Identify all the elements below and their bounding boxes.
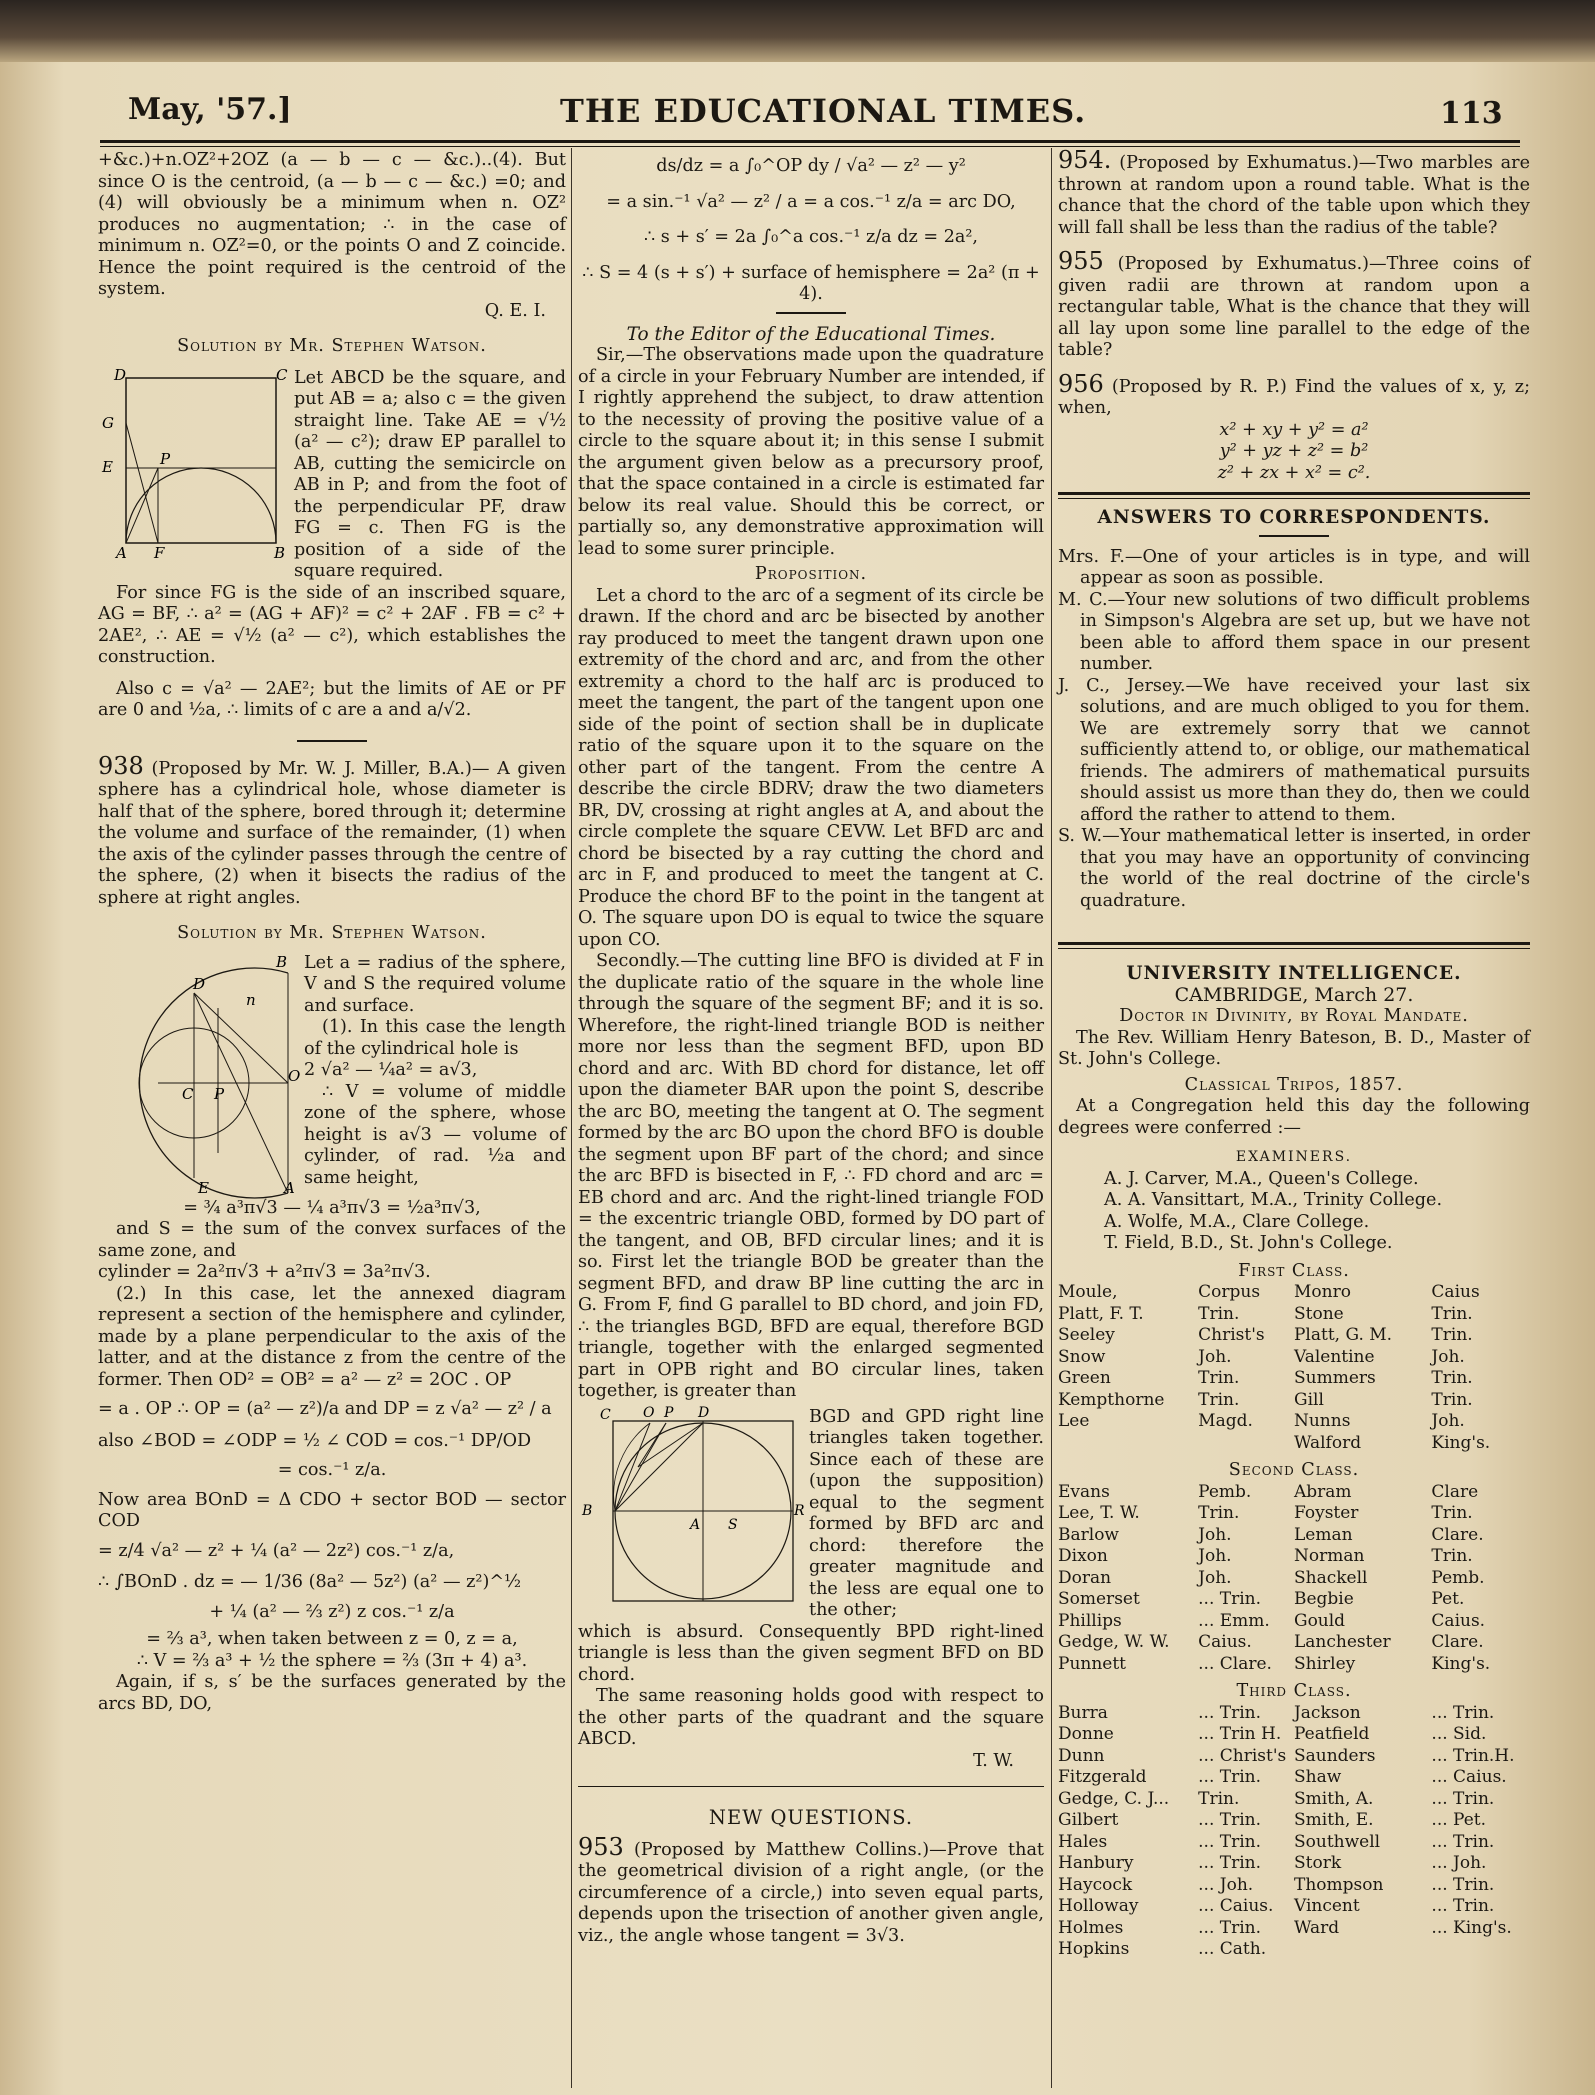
name-cell: Lee, T. W.	[1058, 1503, 1140, 1523]
table-row	[1058, 1939, 1530, 1961]
name-cell: Haycock	[1058, 1874, 1133, 1895]
college-cell: ... Caius.	[1431, 1767, 1507, 1787]
name-cell: Norman	[1293, 1546, 1365, 1566]
name-cell: Doran	[1058, 1567, 1112, 1588]
name-cell: Dunn	[1058, 1745, 1105, 1766]
name-cell: Gould	[1293, 1610, 1346, 1631]
name-cell: Smith, A.	[1293, 1788, 1374, 1809]
solution-2-paragraph-5: Now area BOnD = Δ CDO + sector BOD — sector COD	[98, 1489, 566, 1531]
fig2-label: E	[198, 1178, 209, 1197]
name-cell: Saunders	[1293, 1745, 1376, 1766]
fig2-label: P	[214, 1084, 225, 1103]
column-1	[98, 150, 566, 2085]
table-row	[1058, 1724, 1530, 1746]
name-cell: Shaw	[1293, 1767, 1342, 1787]
solution-2-equation-7: = z/4 √a² — z² + ¼ (a² — 2z²) cos.⁻¹ z/a,	[98, 1540, 455, 1561]
solution-2-equation-6: = cos.⁻¹ z/a.	[277, 1460, 387, 1480]
college-cell: Trin.	[1198, 1368, 1240, 1388]
name-cell: Monro	[1293, 1282, 1351, 1302]
name-cell: Holmes	[1058, 1917, 1124, 1938]
table-row	[1058, 1304, 1530, 1326]
table-row	[1058, 1368, 1530, 1390]
name-cell: Burra	[1058, 1702, 1108, 1723]
column-3	[1058, 146, 1530, 2085]
cambridge-dateline: CAMBRIDGE, March 27.	[1174, 983, 1414, 1006]
solution-2-text: Let a = radius of the sphere, V and S the required volume and surface.	[304, 952, 566, 1016]
college-cell: Corpus	[1198, 1282, 1261, 1302]
college-cell: Trin.	[1431, 1503, 1473, 1523]
fig3-label: C	[600, 1406, 611, 1423]
college-cell: Trin.	[1198, 1303, 1240, 1324]
header-title: THE EDUCATIONAL TIMES.	[560, 92, 1087, 130]
name-cell: Gedge, W. W.	[1058, 1632, 1170, 1652]
name-cell: Kempthorne	[1058, 1389, 1165, 1410]
first-class-heading: First Class.	[1238, 1260, 1350, 1281]
name-cell: Seeley	[1058, 1325, 1115, 1345]
name-cell: Hopkins	[1058, 1939, 1130, 1959]
doctor-divinity-text: The Rev. William Henry Bateson, B. D., Master of St. John's College.	[1058, 1027, 1530, 1069]
proposition-paragraph-4: which is absurd. Consequently BPD right-lined triangle is less than the given segment BFD on BD chord.	[578, 1621, 1044, 1685]
college-cell: ... Trin.	[1198, 1917, 1262, 1938]
examiner-name: A. Wolfe, M.A., Clare College.	[1104, 1211, 1370, 1232]
college-cell: ... Emm.	[1198, 1610, 1270, 1631]
name-cell: Gilbert	[1058, 1810, 1119, 1830]
question-955-number: 955	[1058, 247, 1104, 275]
college-cell: ... Trin.	[1431, 1874, 1495, 1895]
college-cell: ... Trin.	[1198, 1702, 1262, 1723]
fig2-label: D	[193, 974, 206, 993]
second-class-heading: Second Class.	[1228, 1460, 1360, 1480]
name-cell: Green	[1058, 1368, 1111, 1388]
college-cell: ... Trin.	[1431, 1702, 1495, 1723]
solution-heading-1: Solution by Mr. Stephen Watson.	[177, 336, 487, 356]
table-row	[1058, 1746, 1530, 1768]
answer-item: Mrs. F.—One of your articles is in type, and will appear as soon as possible.	[1058, 546, 1530, 588]
circle-square-figure	[578, 1404, 805, 1607]
college-cell: ... Christ's	[1198, 1745, 1287, 1766]
college-cell: Trin.	[1431, 1303, 1473, 1324]
separator-rule	[1259, 535, 1329, 537]
college-cell: Trin.	[1198, 1788, 1240, 1809]
integral-equation-1: ds/dz = a ∫₀^OP dy / √a² — z² — y²	[656, 156, 966, 176]
name-cell: Hales	[1058, 1831, 1108, 1852]
name-cell: Shirley	[1293, 1653, 1356, 1674]
college-cell: ... Trin.	[1198, 1810, 1262, 1830]
name-cell: Evans	[1058, 1481, 1110, 1502]
name-cell: Snow	[1058, 1346, 1106, 1367]
college-cell: Trin.	[1431, 1368, 1473, 1388]
fig1-label: E	[102, 457, 113, 476]
tripos-heading: Classical Tripos, 1857.	[1184, 1074, 1404, 1095]
answer-item: M. C.—Your new solutions of two difficult problems in Simpson's Algebra are set up, but we have not been able to afford them space in our present number.	[1058, 589, 1530, 674]
college-cell: ... Trin H.	[1198, 1724, 1282, 1744]
college-cell: Caius.	[1198, 1632, 1252, 1652]
fig1-label: G	[102, 413, 114, 432]
college-cell: Trin.	[1198, 1503, 1240, 1523]
name-cell: Platt, G. M.	[1293, 1325, 1393, 1345]
question-956-number: 956	[1058, 369, 1104, 398]
table-row	[1058, 1918, 1530, 1940]
second-class-table	[1058, 1482, 1530, 1676]
name-cell: Shackell	[1293, 1567, 1368, 1588]
table-row	[1058, 1390, 1530, 1412]
question-955-text: (Proposed by Exhumatus.)—Three coins of given radii are thrown at random upon a rectangular table, What is the chance that they will all lay upon some line parallel to the edge of the table?	[1058, 254, 1530, 360]
college-cell: ... Trin.	[1431, 1896, 1495, 1916]
third-class-table	[1058, 1703, 1530, 1961]
table-row	[1058, 1482, 1530, 1504]
college-cell: King's.	[1431, 1653, 1491, 1674]
college-cell: Joh.	[1431, 1411, 1465, 1431]
header-page-number: 113	[1440, 96, 1503, 131]
table-row	[1058, 1325, 1530, 1347]
college-cell: ... Trin.	[1198, 1767, 1262, 1787]
name-cell: Hanbury	[1058, 1853, 1134, 1873]
university-heading: UNIVERSITY INTELLIGENCE.	[1126, 963, 1462, 984]
solution-2-equation-8: ∴ ∫BOnD . dz = — 1/36 (8a² — 5z²) (a² — z²)^½	[98, 1572, 522, 1592]
header-rule	[100, 140, 1520, 143]
fig1-label: D	[114, 365, 127, 384]
separator-rule	[776, 312, 846, 314]
column-divider-1	[571, 148, 572, 2088]
proposition-heading: Proposition.	[754, 564, 868, 584]
table-row	[1058, 1611, 1530, 1633]
college-cell: ... Trin.	[1198, 1589, 1262, 1609]
solution-2-equation-5: also ∠BOD = ∠ODP = ½ ∠ COD = cos.⁻¹ DP/OD	[98, 1430, 532, 1451]
college-cell: Pet.	[1431, 1589, 1465, 1609]
college-cell: Trin.	[1431, 1389, 1473, 1410]
solution-2-equation-9: + ¼ (a² — ⅔ z²) z cos.⁻¹ z/a	[209, 1601, 455, 1622]
table-row	[1058, 1810, 1530, 1832]
solution-2-paragraph-4: (2.) In this case, let the annexed diagram represent a section of the hemisphere and cylinder, made by a plane perpendicular to the axis of the latter, and at the distance z from the centre of the former. Then OD² = OB² = a² — z² = 2OC . OP	[98, 1283, 566, 1390]
name-cell: Thompson	[1293, 1874, 1384, 1895]
solution-heading-2: Solution by Mr. Stephen Watson.	[177, 923, 487, 943]
examiner-name: A. J. Carver, M.A., Queen's College.	[1104, 1168, 1419, 1189]
name-cell: Lee	[1058, 1411, 1090, 1431]
fig3-label: S	[728, 1516, 738, 1533]
table-row	[1058, 1896, 1530, 1918]
name-cell: Phillips	[1058, 1610, 1122, 1631]
header-date: May, '57.]	[128, 92, 292, 127]
college-cell: Joh.	[1198, 1546, 1232, 1566]
college-cell: Trin.	[1431, 1325, 1473, 1345]
name-cell: Holloway	[1058, 1896, 1139, 1916]
answer-item: S. W.—Your mathematical letter is inserted, in order that you may have an opportunity of convincing the world of the real doctrine of the circle's quadrature.	[1058, 826, 1530, 911]
fig1-label: A	[116, 543, 127, 562]
letter-heading: To the Editor of the Educational Times.	[626, 323, 996, 345]
question-953-text: (Proposed by Matthew Collins.)—Prove that the geometrical division of a right angle, (or the circumference of a circle,) into seven equal parts, depends upon the trisection of another given angle, viz., the angle whose tangent = 3√3.	[578, 1839, 1044, 1946]
table-row	[1058, 1703, 1530, 1725]
proposition-paragraph-1: Let a chord to the arc of a segment of its circle be drawn. If the chord and arc be bisected by another ray produced to meet the tangent drawn upon one extremity of the chord and arc, and from the other extremity a chord to the half arc is produced to meet the tangent, the part of the tangent upon one side of the point of section shall be in duplicate ratio of the square upon it to the square on the other part of the tangent. From the centre A describe the circle BDRV; draw the two diameters BR, DV, crossing at right angles at A, and about the circle complete the square CEVW. Let BFD arc and chord be bisected by a ray cutting the chord and arc in F, and produced to meet the tangent at C. Produce the chord BF to the point in the tangent at O. The square upon DO is equal to twice the square upon CO.	[578, 585, 1044, 950]
college-cell: Pemb.	[1198, 1481, 1252, 1502]
solution-2-equation-10: = ⅔ a³, when taken between z = 0, z = a,	[146, 1629, 518, 1649]
fig2-label: A	[284, 1178, 295, 1197]
college-cell: Joh.	[1431, 1346, 1465, 1367]
college-cell: ... Clare.	[1198, 1653, 1272, 1674]
college-cell: Magd.	[1198, 1411, 1253, 1431]
examiner-name: T. Field, B.D., St. John's College.	[1104, 1233, 1393, 1253]
table-row	[1058, 1282, 1530, 1304]
college-cell: ... Joh.	[1198, 1874, 1254, 1895]
question-956-equation: x² + xy + y² = a²	[1219, 419, 1369, 440]
college-cell: Pemb.	[1431, 1567, 1485, 1588]
fig1-label: C	[276, 365, 288, 384]
name-cell: Gedge, C. J...	[1058, 1788, 1170, 1809]
college-cell: ... Joh.	[1431, 1853, 1487, 1873]
name-cell: Leman	[1293, 1524, 1353, 1545]
fig1-label: P	[160, 449, 171, 468]
name-cell: Nunns	[1293, 1411, 1351, 1431]
proposition-paragraph-5: The same reasoning holds good with respect to the other parts of the quadrant and the square ABCD.	[578, 1686, 1044, 1749]
solution-2-equation-3: cylinder = 2a²π√3 + a²π√3 = 3a²π√3.	[98, 1262, 431, 1282]
table-row	[1058, 1589, 1530, 1611]
college-cell: Joh.	[1198, 1346, 1232, 1367]
name-cell: Jackson	[1293, 1702, 1361, 1723]
question-938-text: (Proposed by Mr. W. J. Miller, B.A.)— A given sphere has a cylindrical hole, whose diameter is half that of the sphere, bored through it; determine the volume and surface of the remainder, (1) when the axis of the cylinder passes through the centre of the sphere, (2) when it bisects the radius of the sphere at right angles.	[98, 758, 566, 908]
name-cell: Foyster	[1293, 1503, 1359, 1523]
fig3-label: P	[664, 1404, 674, 1421]
college-cell: Trin.	[1198, 1389, 1240, 1410]
proposition-paragraph-2: Secondly.—The cutting line BFO is divided at F in the duplicate ratio of the square in the whole line through the square of the segment BF; and it is so. Wherefore, the right-lined triangle BOD is neither more nor less than the segment BFD, upon BD chord and arc. With BD chord for distance, let off upon the diameter BAR upon the point S, describe the arc BO, meeting the tangent at O. The segment formed by the arc BO upon the chord BFO is double the segment upon BF part of the chord; and since the arc BFD is bisected in F, ∴ FD chord and arc = EB chord and arc. And the right-lined triangle FOD = the excentric triangle OBD, formed by DO part of the tangent, and OB, BFD circular lines; and it is so. First let the triangle BOD be greater than the segment BFD, and draw BP line cutting the arc in G. From F, find G parallel to BD chord, and join FD, ∴ the triangles BGD, BFD are equal, therefore BGD triangle, together with the enlarged segmented part in OPB right and BO circular lines, taken together, is greater than	[578, 951, 1044, 1401]
solution-1-text: Let ABCD be the square, and put AB = a; also c = the given straight line. Take AE = √½ (a² — c²); draw EP parallel to AB, cutting the semicircle on AB in P; and from the foot of the perpendicular PF, draw FG = c. Then FG is the position of a side of the square required.	[294, 367, 566, 581]
name-cell: Barlow	[1058, 1524, 1119, 1545]
name-cell: Peatfield	[1293, 1724, 1370, 1744]
college-cell: ... Trin.	[1198, 1853, 1262, 1873]
table-row	[1058, 1525, 1530, 1547]
question-953-number: 953	[578, 1832, 624, 1861]
solution-2-equation-2: = ¾ a³π√3 — ¼ a³π√3 = ½a³π√3,	[183, 1197, 481, 1218]
new-questions-heading: NEW QUESTIONS.	[708, 1806, 914, 1829]
col1-paragraph-intro: +&c.)+n.OZ²+2OZ (a — b — c — &c.)..(4). But since O is the centroid, (a — b — c — &c.) =0; and (4) will obviously be a minimum when n. OZ² produces no augmentation; ∴ in the case of minimum n. OZ²=0, or the points O and Z coincide. Hence the point required is the centroid of the system.	[98, 150, 566, 299]
college-cell	[1421, 1939, 1530, 1961]
third-class-heading: Third Class.	[1236, 1681, 1352, 1701]
college-cell: Clare.	[1431, 1524, 1484, 1545]
name-cell: Vincent	[1293, 1896, 1360, 1916]
college-cell: Caius	[1431, 1282, 1480, 1302]
college-cell: Clare	[1431, 1481, 1479, 1502]
name-cell: Ward	[1293, 1917, 1340, 1938]
table-row	[1058, 1568, 1530, 1590]
college-cell: ... Sid.	[1431, 1724, 1487, 1744]
answers-heading: ANSWERS TO CORRESPONDENTS.	[1097, 507, 1491, 528]
integral-equation-2: = a sin.⁻¹ √a² — z² / a = a cos.⁻¹ z/a = arc DO,	[606, 191, 1016, 212]
name-cell: Dixon	[1058, 1546, 1108, 1566]
letter-paragraph-1: Sir,—The observations made upon the quadrature of a circle in your February Number are intended, if I rightly apprehend the subject, to draw attention to the necessity of proving the positive value of a circle to the square about it; in this sense I submit the argument given below as a precursory proof, that the space contained in a circle is estimated far below its real value. Should this be correct, or partially so, any demonstrative approximation will lead to some surer principle.	[578, 345, 1044, 559]
college-cell: Caius.	[1431, 1610, 1486, 1631]
name-cell: Southwell	[1293, 1831, 1381, 1852]
table-row	[1058, 1853, 1530, 1875]
fig1-label: B	[274, 543, 286, 562]
solution-2-paragraph-3: and S = the sum of the convex surfaces of the same zone, and	[98, 1219, 566, 1261]
fig3-label: O	[643, 1404, 655, 1421]
doctor-divinity-heading: Doctor in Divinity, by Royal Mandate.	[1119, 1006, 1469, 1026]
name-cell: Lanchester	[1293, 1632, 1391, 1652]
college-cell: ... Trin.H.	[1431, 1745, 1515, 1766]
name-cell: Fitzgerald	[1058, 1767, 1147, 1787]
college-cell: King's.	[1431, 1432, 1491, 1453]
table-row	[1058, 1347, 1530, 1369]
question-954-text: (Proposed by Exhumatus.)—Two marbles are thrown at random upon a round table. What is the chance that the chord of the table upon which they will fall shall be less than the radius of the table?	[1058, 153, 1530, 238]
fig3-label: R	[794, 1502, 805, 1519]
sphere-cylinder-figure	[98, 952, 301, 1198]
solution-2-equation-11: ∴ V = ⅔ a³ + ½ the sphere = ⅔ (3π + 4) a³.	[136, 1650, 528, 1671]
college-cell: ... King's.	[1431, 1917, 1512, 1938]
separator-rule	[297, 740, 367, 742]
question-956-equation: y² + yz + z² = b²	[1219, 441, 1369, 461]
name-cell: Summers	[1293, 1368, 1376, 1388]
first-class-table	[1058, 1282, 1530, 1454]
solution-1-paragraph-2: For since FG is the side of an inscribed square, AG = BF, ∴ a² = (AG + AF)² = c² + 2AF . FB = c² + 2AE², ∴ AE = √½ (a² — c²), which establishes the construction.	[98, 582, 566, 667]
college-cell: ... Trin.	[1431, 1831, 1495, 1852]
section-rule	[578, 1786, 1044, 1787]
fig3-label: A	[690, 1516, 701, 1533]
table-row	[1058, 1875, 1530, 1897]
name-cell: Smith, E.	[1293, 1810, 1374, 1830]
table-row	[1058, 1654, 1530, 1676]
college-cell: ... Caius.	[1198, 1896, 1274, 1916]
college-cell: Joh.	[1198, 1567, 1232, 1588]
answer-item: J. C., Jersey.—We have received your last six solutions, and are much obliged to you for them. We are extremely sorry that we cannot sufficiently attend to, or oblige, our mathematical friends. The admirers of mathematical pursuits should assist us more than they do, then we could afford the rather to attend to them.	[1058, 675, 1530, 825]
fig2-label: n	[246, 990, 256, 1009]
name-cell: Stone	[1293, 1303, 1344, 1324]
name-cell: Somerset	[1058, 1589, 1140, 1609]
examiners-heading: EXAMINERS.	[1235, 1149, 1353, 1165]
scan-top-edge	[0, 0, 1595, 62]
table-row	[1058, 1546, 1530, 1568]
name-cell: Punnett	[1058, 1653, 1127, 1674]
proposition-paragraph-3: BGD and GPD right line triangles taken together. Since each of these are (upon the supposition) equal to the segment formed by BFD arc and chord: therefore the greater magnitude and the less are equal one to the other;	[809, 1406, 1044, 1620]
examiner-name: A. A. Vansittart, M.A., Trinity College.	[1104, 1190, 1443, 1210]
solution-2-equation-4: = a . OP ∴ OP = (a² — z²)/a and DP = z √a² — z² / a	[98, 1399, 552, 1419]
solution-2-paragraph-6: Again, if s, s′ be the surfaces generated by the arcs BD, DO,	[98, 1672, 566, 1714]
name-cell: Donne	[1058, 1724, 1114, 1744]
solution-1-paragraph-3: Also c = √a² — 2AE²; but the limits of AE or PF are 0 and ½a, ∴ limits of c are a and a/√2.	[98, 678, 566, 720]
integral-equation-4: ∴ S = 4 (s + s′) + surface of hemisphere = 2a² (π + 4).	[582, 262, 1040, 304]
table-row	[1058, 1767, 1530, 1789]
solution-2-paragraph-2: ∴ V = volume of middle zone of the sphere, whose height is a√3 — volume of cylinder, of rad. ½a and same height,	[304, 1081, 566, 1188]
fig1-label: F	[154, 543, 165, 562]
name-cell	[1058, 1433, 1190, 1455]
college-cell: ... Trin.	[1198, 1831, 1262, 1852]
square-semicircle-figure	[98, 365, 288, 563]
name-cell	[1294, 1939, 1421, 1961]
question-956-text: (Proposed by R. P.) Find the values of x, y, z; when,	[1058, 376, 1530, 418]
fig2-label: C	[182, 1084, 194, 1103]
table-row	[1058, 1789, 1530, 1811]
fig3-label: B	[582, 1502, 593, 1519]
college-cell	[1190, 1433, 1294, 1455]
table-row	[1058, 1832, 1530, 1854]
college-cell: ... Pet.	[1431, 1810, 1487, 1830]
college-cell: Clare.	[1431, 1632, 1484, 1652]
name-cell: Stork	[1293, 1853, 1342, 1873]
college-cell: Christ's	[1198, 1325, 1265, 1345]
question-954-number: 954.	[1058, 146, 1112, 174]
name-cell: Walford	[1293, 1432, 1362, 1453]
letter-signature: T. W.	[973, 1750, 1014, 1771]
name-cell: Platt, F. T.	[1058, 1303, 1144, 1324]
qei-mark: Q. E. I.	[484, 300, 546, 321]
section-double-rule	[1058, 492, 1530, 499]
college-cell: Joh.	[1198, 1524, 1232, 1545]
college-cell: Trin.	[1431, 1546, 1473, 1566]
table-row	[1058, 1433, 1530, 1455]
college-cell: ... Trin.	[1431, 1788, 1495, 1809]
name-cell: Valentine	[1293, 1346, 1375, 1367]
question-938-number: 938	[98, 751, 144, 780]
column-2	[578, 150, 1044, 2085]
question-956-equation: z² + zx + x² = c².	[1217, 462, 1371, 483]
fig3-label: D	[698, 1404, 710, 1421]
name-cell: Gill	[1293, 1389, 1324, 1410]
column-divider-2	[1051, 148, 1052, 2088]
solution-2-paragraph-1: (1). In this case the length of the cylindrical hole is	[304, 1017, 566, 1059]
college-cell: ... Cath.	[1198, 1939, 1267, 1959]
name-cell: Begbie	[1293, 1589, 1354, 1609]
header-rule-thin	[100, 146, 1520, 147]
table-row	[1058, 1632, 1530, 1654]
table-row	[1058, 1411, 1530, 1433]
table-row	[1058, 1503, 1530, 1525]
name-cell: Moule,	[1058, 1282, 1118, 1302]
fig2-label: B	[276, 952, 288, 971]
section-double-rule	[1058, 942, 1530, 949]
solution-2-equation-1: 2 √a² — ¼a² = a√3,	[304, 1060, 478, 1080]
tripos-text: At a Congregation held this day the following degrees were conferred :—	[1058, 1096, 1530, 1138]
name-cell: Abram	[1293, 1481, 1352, 1502]
integral-equation-3: ∴ s + s′ = 2a ∫₀^a cos.⁻¹ z/a dz = 2a²,	[643, 227, 979, 247]
fig2-label: O	[288, 1066, 301, 1085]
